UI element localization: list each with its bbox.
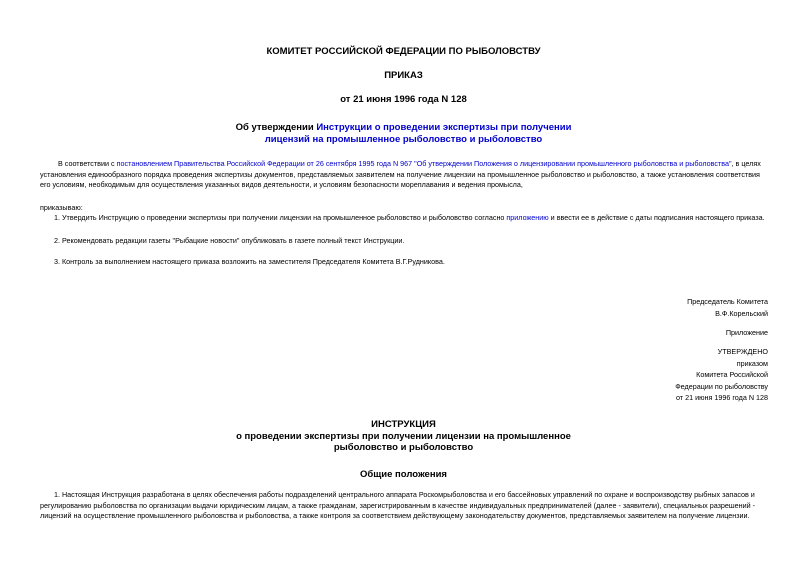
preamble-text: В соответствии с (58, 159, 117, 168)
title-prefix: Об утверждении (235, 122, 317, 133)
instruction-paragraph-1: 1. Настоящая Инструкция разработана в целях обеспечения работы подразделений центрального аппарата Роскомрыболовства и его бассейновых управлений по охране и воспроизводству рыбных запасов и регулированию рыболовства по организации выдачи юридическим лицам, а также гражданам, зарегистрированным в качестве индивидуальных предпринимателей (далее - заявители), специальных разрешений - лицензий на осуществление промышленного рыболовства и рыболовства, а также контроля за соответствием действующему законодательству документов, представляемых заявителем на получение лицензии. (40, 490, 756, 520)
approval-line-3: Федерации по рыболовству (675, 381, 768, 391)
approval-line-4: от 21 июня 1996 года N 128 (675, 393, 768, 402)
order-item-3: 3. Контроль за выполнением настоящего приказа возложить на заместителя Председателя Комитета В.Г.Рудникова. (54, 257, 445, 266)
preamble-paragraph (40, 159, 767, 191)
instruction-link-cont[interactable]: лицензий на промышленное рыболовство и рыболовство (264, 134, 543, 145)
order-item-1 (40, 213, 767, 224)
document-title (0, 122, 807, 146)
resolution-link[interactable]: постановлением Правительства Российской Федерации от 26 сентября 1995 года N 967 "Об утверждении Положения о лицензировании промышленного рыболовства и рыболовства" (116, 159, 732, 168)
order-item-2: 2. Рекомендовать редакции газеты "Рыбацкие новости" опубликовать в газете полный текст Инструкции. (54, 236, 405, 245)
appendix-label: Приложение (725, 328, 768, 337)
orders-label: приказываю: (40, 203, 83, 212)
section-heading: Общие положения (360, 469, 447, 480)
preamble-text-cont: , в целях установления единообразного порядка проведения экспертизы документов, представляемых заявителем на получение лицензии на промышленное рыболовство и рыболовство, а также установления соответствия его условиям, необходимым для осуществления указанных видов деятельности, и условиям безопасности мореплавания и ведения промысла, (40, 159, 761, 189)
instruction-heading (0, 419, 807, 454)
approval-block (675, 346, 768, 404)
signature-block (687, 296, 768, 319)
signature-name: В.Ф.Корельский (715, 308, 768, 318)
item1-text: 1. Утвердить Инструкцию о проведении экспертизы при получении лицензии на промышленное рыболовство и рыболовство согласно (54, 213, 507, 222)
instruction-link[interactable]: Инструкции о проведении экспертизы при получении (316, 122, 572, 133)
approval-line-2: Комитета Российской (696, 370, 768, 379)
order-heading: ПРИКАЗ (384, 70, 423, 81)
instruction-subtitle-2: рыболовство и рыболовство (333, 442, 474, 453)
committee-heading: КОМИТЕТ РОССИЙСКОЙ ФЕДЕРАЦИИ ПО РЫБОЛОВСТВУ (266, 46, 541, 57)
item1-text-cont: и ввести ее в действие с даты подписания настоящего приказа. (548, 213, 765, 222)
approved-label: УТВЕРЖДЕНО (717, 347, 768, 356)
order-date: от 21 июня 1996 года N 128 (340, 94, 467, 105)
appendix-link[interactable]: приложению (506, 213, 549, 222)
signature-position: Председатель Комитета (687, 297, 768, 306)
instruction-title: ИНСТРУКЦИЯ (371, 419, 436, 430)
instruction-subtitle-1: о проведении экспертизы при получении лицензии на промышленное (236, 430, 571, 442)
approval-line-1: приказом (736, 358, 768, 368)
